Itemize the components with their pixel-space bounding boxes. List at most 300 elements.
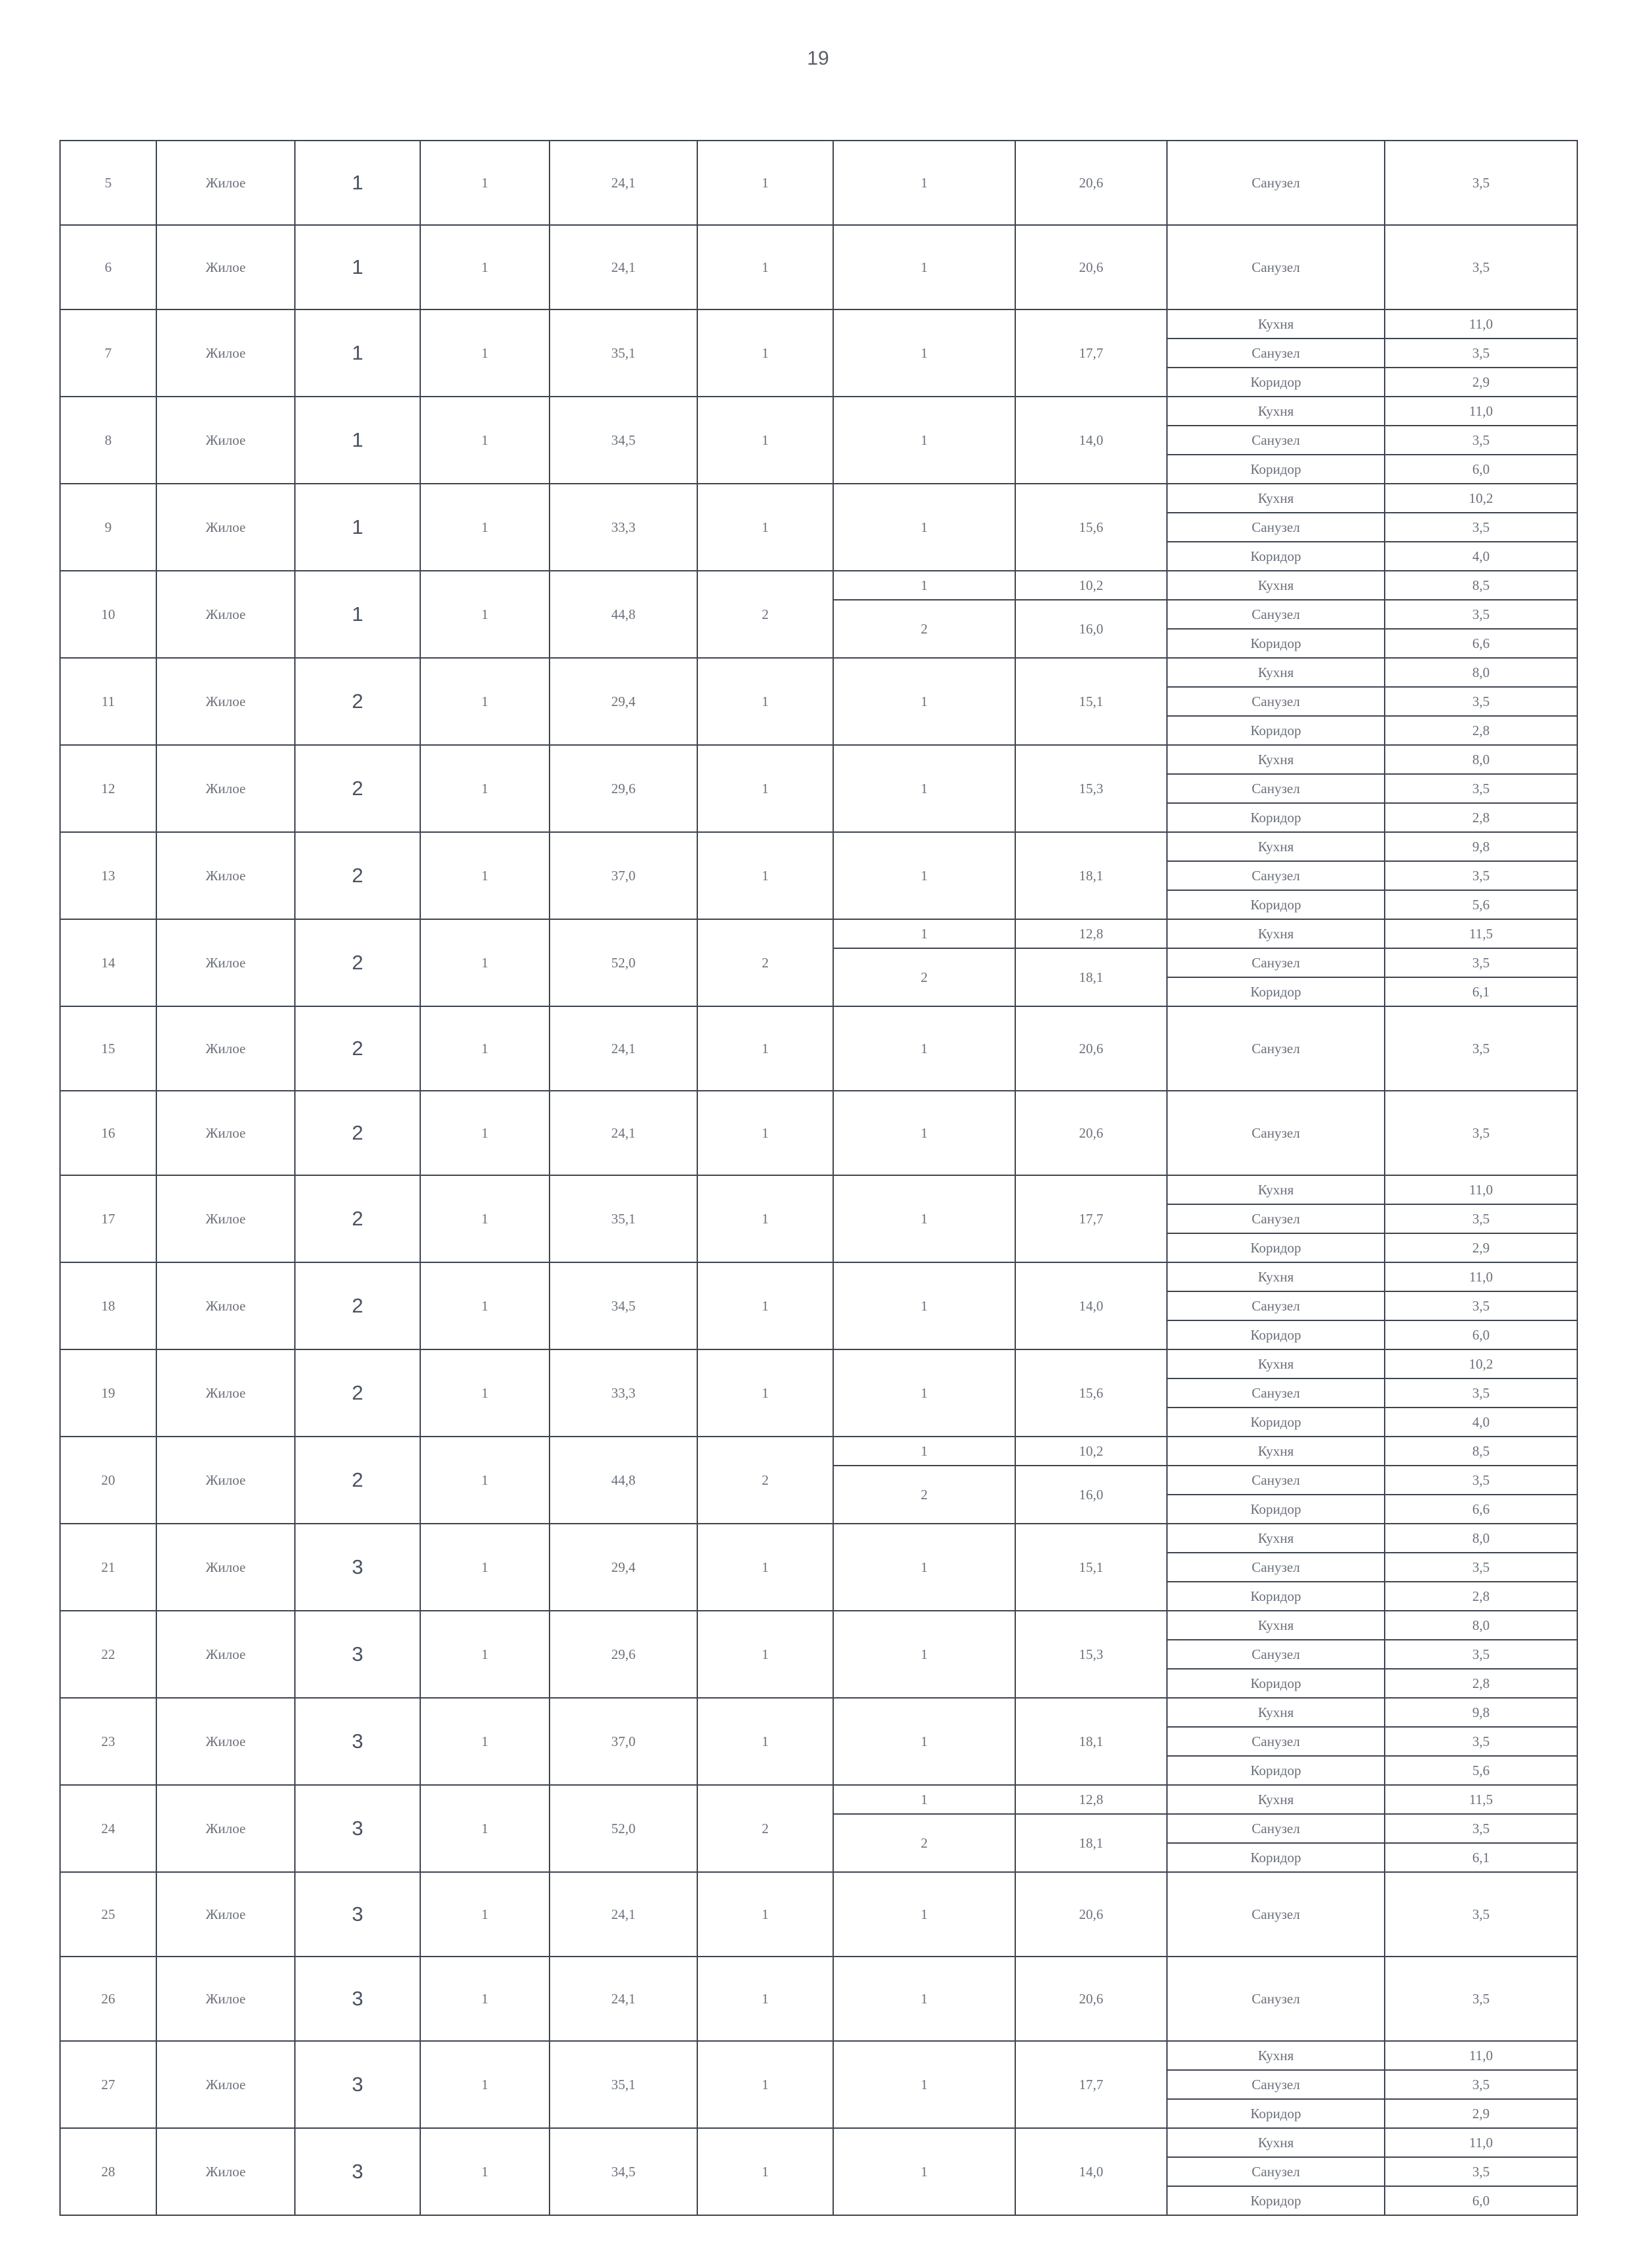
apartment-number-cell: 17: [60, 1175, 156, 1262]
table-row: [60, 571, 1577, 600]
room-area-cell: 18,1: [1015, 948, 1167, 1006]
aux-room-name-cell: Коридор: [1167, 803, 1385, 832]
rooms-count-cell: 1: [697, 2041, 833, 2128]
apartment-number-cell: 10: [60, 571, 156, 658]
floor-cell: 2: [295, 745, 420, 832]
total-area-cell: 33,3: [550, 484, 697, 571]
room-number-cell: 1: [833, 745, 1015, 832]
aux-room-area-cell: 3,5: [1385, 513, 1577, 542]
rooms-count-cell: 1: [697, 1006, 833, 1091]
table-row: [60, 1437, 1577, 1466]
rooms-count-cell: 1: [697, 1698, 833, 1785]
count-cell: 1: [420, 1872, 550, 1957]
table-row: [60, 1611, 1577, 1640]
room-number-cell: 1: [833, 1006, 1015, 1091]
room-area-cell: 10,2: [1015, 571, 1167, 600]
room-number-cell: 1: [833, 1611, 1015, 1698]
floor-cell: 3: [295, 1872, 420, 1957]
aux-room-name-cell: Санузел: [1167, 774, 1385, 803]
total-area-cell: 24,1: [550, 1091, 697, 1175]
apartment-type-cell: Жилое: [156, 225, 295, 309]
rooms-count-cell: 1: [697, 484, 833, 571]
apartment-number-cell: 16: [60, 1091, 156, 1175]
room-area-cell: 17,7: [1015, 1175, 1167, 1262]
rooms-count-cell: 1: [697, 1175, 833, 1262]
floor-cell: 3: [295, 1611, 420, 1698]
aux-room-name-cell: Кухня: [1167, 1698, 1385, 1727]
apartment-type-cell: Жилое: [156, 1698, 295, 1785]
aux-room-name-cell: Коридор: [1167, 1408, 1385, 1437]
aux-room-area-cell: 11,0: [1385, 397, 1577, 426]
aux-room-area-cell: 6,6: [1385, 629, 1577, 658]
aux-room-name-cell: Санузел: [1167, 2070, 1385, 2099]
table-row: [60, 1006, 1577, 1091]
floor-cell: 1: [295, 309, 420, 397]
room-number-cell: 2: [833, 1814, 1015, 1872]
table-row: [60, 309, 1577, 339]
count-cell: 1: [420, 1957, 550, 2041]
table-row: [60, 745, 1577, 774]
floor-cell: 1: [295, 141, 420, 225]
floor-cell: 2: [295, 1262, 420, 1349]
aux-room-area-cell: 6,1: [1385, 977, 1577, 1006]
table-row: [60, 832, 1577, 861]
aux-room-name-cell: Кухня: [1167, 2041, 1385, 2070]
apartment-number-cell: 19: [60, 1349, 156, 1437]
count-cell: 1: [420, 1175, 550, 1262]
count-cell: 1: [420, 1524, 550, 1611]
aux-room-name-cell: Коридор: [1167, 1582, 1385, 1611]
count-cell: 1: [420, 225, 550, 309]
aux-room-name-cell: Санузел: [1167, 1291, 1385, 1320]
aux-room-area-cell: 3,5: [1385, 2157, 1577, 2186]
aux-room-name-cell: Коридор: [1167, 977, 1385, 1006]
apartment-type-cell: Жилое: [156, 309, 295, 397]
room-area-cell: 20,6: [1015, 1091, 1167, 1175]
aux-room-name-cell: Коридор: [1167, 716, 1385, 745]
aux-room-name-cell: Кухня: [1167, 658, 1385, 687]
count-cell: 1: [420, 919, 550, 1006]
aux-room-name-cell: Коридор: [1167, 1756, 1385, 1785]
aux-room-area-cell: 8,5: [1385, 571, 1577, 600]
aux-room-area-cell: 6,0: [1385, 2186, 1577, 2215]
aux-room-name-cell: Кухня: [1167, 1785, 1385, 1814]
apartment-number-cell: 13: [60, 832, 156, 919]
room-number-cell: 1: [833, 2041, 1015, 2128]
floor-cell: 2: [295, 1091, 420, 1175]
floor-cell: 2: [295, 919, 420, 1006]
room-number-cell: 2: [833, 948, 1015, 1006]
apartment-number-cell: 20: [60, 1437, 156, 1524]
aux-room-name-cell: Кухня: [1167, 919, 1385, 948]
floor-cell: 3: [295, 1698, 420, 1785]
room-area-cell: 15,1: [1015, 1524, 1167, 1611]
aux-room-area-cell: 6,0: [1385, 455, 1577, 484]
room-number-cell: 1: [833, 1957, 1015, 2041]
table-row: [60, 1349, 1577, 1378]
aux-room-name-cell: Санузел: [1167, 141, 1385, 225]
count-cell: 1: [420, 397, 550, 484]
aux-room-area-cell: 3,5: [1385, 1006, 1577, 1091]
aux-room-area-cell: 2,9: [1385, 1233, 1577, 1262]
count-cell: 1: [420, 309, 550, 397]
aux-room-name-cell: Санузел: [1167, 1091, 1385, 1175]
aux-room-name-cell: Коридор: [1167, 629, 1385, 658]
table-row: [60, 919, 1577, 948]
apartment-type-cell: Жилое: [156, 1872, 295, 1957]
aux-room-area-cell: 3,5: [1385, 1466, 1577, 1495]
aux-room-area-cell: 5,6: [1385, 890, 1577, 919]
aux-room-area-cell: 3,5: [1385, 948, 1577, 977]
aux-room-area-cell: 3,5: [1385, 1814, 1577, 1843]
aux-room-name-cell: Кухня: [1167, 745, 1385, 774]
apartment-type-cell: Жилое: [156, 832, 295, 919]
room-number-cell: 1: [833, 1698, 1015, 1785]
apartment-number-cell: 5: [60, 141, 156, 225]
aux-room-name-cell: Санузел: [1167, 339, 1385, 368]
room-area-cell: 10,2: [1015, 1437, 1167, 1466]
aux-room-area-cell: 3,5: [1385, 861, 1577, 890]
aux-room-area-cell: 9,8: [1385, 1698, 1577, 1727]
aux-room-name-cell: Санузел: [1167, 1553, 1385, 1582]
aux-room-area-cell: 6,0: [1385, 1320, 1577, 1349]
floor-cell: 1: [295, 225, 420, 309]
total-area-cell: 24,1: [550, 1872, 697, 1957]
aux-room-area-cell: 3,5: [1385, 774, 1577, 803]
aux-room-area-cell: 9,8: [1385, 832, 1577, 861]
aux-room-name-cell: Кухня: [1167, 309, 1385, 339]
aux-room-name-cell: Санузел: [1167, 861, 1385, 890]
room-number-cell: 1: [833, 1872, 1015, 1957]
rooms-count-cell: 1: [697, 1349, 833, 1437]
table-row: [60, 1262, 1577, 1291]
aux-room-area-cell: 3,5: [1385, 2070, 1577, 2099]
count-cell: 1: [420, 571, 550, 658]
rooms-table-body: [60, 141, 1577, 2215]
table-row: [60, 2041, 1577, 2070]
room-area-cell: 12,8: [1015, 1785, 1167, 1814]
room-number-cell: 1: [833, 1785, 1015, 1814]
rooms-count-cell: 1: [697, 658, 833, 745]
room-area-cell: 15,6: [1015, 1349, 1167, 1437]
count-cell: 1: [420, 1091, 550, 1175]
total-area-cell: 34,5: [550, 397, 697, 484]
aux-room-area-cell: 3,5: [1385, 1204, 1577, 1233]
floor-cell: 3: [295, 1524, 420, 1611]
room-number-cell: 1: [833, 1437, 1015, 1466]
count-cell: 1: [420, 1349, 550, 1437]
aux-room-area-cell: 3,5: [1385, 225, 1577, 309]
rooms-count-cell: 1: [697, 1091, 833, 1175]
apartment-number-cell: 12: [60, 745, 156, 832]
apartment-type-cell: Жилое: [156, 919, 295, 1006]
total-area-cell: 35,1: [550, 2041, 697, 2128]
aux-room-area-cell: 11,0: [1385, 2041, 1577, 2070]
rooms-count-cell: 2: [697, 1437, 833, 1524]
aux-room-name-cell: Коридор: [1167, 542, 1385, 571]
apartment-type-cell: Жилое: [156, 1091, 295, 1175]
aux-room-area-cell: 3,5: [1385, 1378, 1577, 1408]
aux-room-name-cell: Кухня: [1167, 484, 1385, 513]
aux-room-name-cell: Кухня: [1167, 832, 1385, 861]
aux-room-area-cell: 2,8: [1385, 1582, 1577, 1611]
room-area-cell: 15,1: [1015, 658, 1167, 745]
aux-room-area-cell: 2,8: [1385, 803, 1577, 832]
floor-cell: 2: [295, 1175, 420, 1262]
apartment-type-cell: Жилое: [156, 397, 295, 484]
floor-cell: 2: [295, 1437, 420, 1524]
room-area-cell: 12,8: [1015, 919, 1167, 948]
aux-room-area-cell: 3,5: [1385, 1640, 1577, 1669]
apartment-type-cell: Жилое: [156, 1349, 295, 1437]
count-cell: 1: [420, 1006, 550, 1091]
apartment-type-cell: Жилое: [156, 1175, 295, 1262]
aux-room-area-cell: 10,2: [1385, 484, 1577, 513]
room-number-cell: 1: [833, 571, 1015, 600]
total-area-cell: 24,1: [550, 1006, 697, 1091]
aux-room-area-cell: 6,1: [1385, 1843, 1577, 1872]
table-row: [60, 1524, 1577, 1553]
aux-room-name-cell: Кухня: [1167, 1262, 1385, 1291]
rooms-count-cell: 1: [697, 745, 833, 832]
apartment-type-cell: Жилое: [156, 484, 295, 571]
rooms-count-cell: 2: [697, 919, 833, 1006]
rooms-count-cell: 1: [697, 2128, 833, 2215]
total-area-cell: 37,0: [550, 832, 697, 919]
room-area-cell: 14,0: [1015, 397, 1167, 484]
room-number-cell: 1: [833, 2128, 1015, 2215]
aux-room-area-cell: 3,5: [1385, 687, 1577, 716]
table-row: [60, 225, 1577, 309]
aux-room-area-cell: 3,5: [1385, 1091, 1577, 1175]
table-row: [60, 1872, 1577, 1957]
total-area-cell: 24,1: [550, 225, 697, 309]
aux-room-name-cell: Санузел: [1167, 1872, 1385, 1957]
rooms-count-cell: 1: [697, 1262, 833, 1349]
room-number-cell: 1: [833, 832, 1015, 919]
total-area-cell: 24,1: [550, 141, 697, 225]
floor-cell: 2: [295, 832, 420, 919]
room-area-cell: 15,3: [1015, 1611, 1167, 1698]
aux-room-area-cell: 3,5: [1385, 339, 1577, 368]
aux-room-name-cell: Санузел: [1167, 1640, 1385, 1669]
table-row: [60, 1698, 1577, 1727]
count-cell: 1: [420, 1785, 550, 1872]
aux-room-name-cell: Санузел: [1167, 948, 1385, 977]
room-number-cell: 2: [833, 1466, 1015, 1524]
page-number: 19: [807, 48, 829, 69]
aux-room-name-cell: Санузел: [1167, 1957, 1385, 2041]
apartment-number-cell: 9: [60, 484, 156, 571]
aux-room-area-cell: 4,0: [1385, 542, 1577, 571]
rooms-count-cell: 1: [697, 309, 833, 397]
room-number-cell: 1: [833, 309, 1015, 397]
aux-room-name-cell: Коридор: [1167, 2186, 1385, 2215]
aux-room-name-cell: Кухня: [1167, 397, 1385, 426]
aux-room-name-cell: Санузел: [1167, 1006, 1385, 1091]
aux-room-area-cell: 6,6: [1385, 1495, 1577, 1524]
total-area-cell: 52,0: [550, 1785, 697, 1872]
room-number-cell: 1: [833, 225, 1015, 309]
floor-cell: 1: [295, 571, 420, 658]
total-area-cell: 29,4: [550, 1524, 697, 1611]
aux-room-area-cell: 11,0: [1385, 309, 1577, 339]
aux-room-area-cell: 8,0: [1385, 658, 1577, 687]
aux-room-name-cell: Коридор: [1167, 890, 1385, 919]
aux-room-name-cell: Коридор: [1167, 455, 1385, 484]
aux-room-name-cell: Санузел: [1167, 1466, 1385, 1495]
total-area-cell: 52,0: [550, 919, 697, 1006]
room-area-cell: 18,1: [1015, 1814, 1167, 1872]
apartment-type-cell: Жилое: [156, 2128, 295, 2215]
rooms-count-cell: 1: [697, 1611, 833, 1698]
aux-room-area-cell: 8,0: [1385, 745, 1577, 774]
total-area-cell: 35,1: [550, 309, 697, 397]
room-area-cell: 20,6: [1015, 225, 1167, 309]
aux-room-name-cell: Санузел: [1167, 1814, 1385, 1843]
rooms-table: [59, 140, 1578, 2216]
aux-room-name-cell: Санузел: [1167, 2157, 1385, 2186]
apartment-type-cell: Жилое: [156, 1611, 295, 1698]
aux-room-name-cell: Коридор: [1167, 2099, 1385, 2128]
aux-room-area-cell: 3,5: [1385, 1957, 1577, 2041]
apartment-type-cell: Жилое: [156, 1437, 295, 1524]
apartment-type-cell: Жилое: [156, 658, 295, 745]
aux-room-area-cell: 2,9: [1385, 2099, 1577, 2128]
count-cell: 1: [420, 484, 550, 571]
aux-room-name-cell: Коридор: [1167, 1495, 1385, 1524]
total-area-cell: 29,6: [550, 1611, 697, 1698]
aux-room-name-cell: Санузел: [1167, 225, 1385, 309]
aux-room-area-cell: 11,5: [1385, 919, 1577, 948]
aux-room-name-cell: Санузел: [1167, 1204, 1385, 1233]
room-number-cell: 2: [833, 600, 1015, 658]
rooms-count-cell: 1: [697, 141, 833, 225]
aux-room-area-cell: 8,0: [1385, 1611, 1577, 1640]
apartment-number-cell: 7: [60, 309, 156, 397]
count-cell: 1: [420, 1698, 550, 1785]
room-area-cell: 20,6: [1015, 1957, 1167, 2041]
apartment-number-cell: 21: [60, 1524, 156, 1611]
count-cell: 1: [420, 832, 550, 919]
floor-cell: 1: [295, 397, 420, 484]
rooms-count-cell: 1: [697, 397, 833, 484]
apartment-number-cell: 18: [60, 1262, 156, 1349]
room-area-cell: 17,7: [1015, 2041, 1167, 2128]
aux-room-area-cell: 11,0: [1385, 1175, 1577, 1204]
apartment-number-cell: 8: [60, 397, 156, 484]
apartment-type-cell: Жилое: [156, 1262, 295, 1349]
aux-room-name-cell: Кухня: [1167, 1437, 1385, 1466]
total-area-cell: 34,5: [550, 2128, 697, 2215]
room-area-cell: 16,0: [1015, 1466, 1167, 1524]
aux-room-area-cell: 11,0: [1385, 2128, 1577, 2157]
aux-room-name-cell: Коридор: [1167, 1669, 1385, 1698]
apartment-number-cell: 24: [60, 1785, 156, 1872]
apartment-type-cell: Жилое: [156, 2041, 295, 2128]
table-row: [60, 397, 1577, 426]
apartment-type-cell: Жилое: [156, 1524, 295, 1611]
aux-room-area-cell: 3,5: [1385, 1291, 1577, 1320]
apartment-type-cell: Жилое: [156, 141, 295, 225]
count-cell: 1: [420, 1611, 550, 1698]
total-area-cell: 44,8: [550, 1437, 697, 1524]
aux-room-name-cell: Санузел: [1167, 1378, 1385, 1408]
aux-room-name-cell: Санузел: [1167, 426, 1385, 455]
floor-cell: 1: [295, 484, 420, 571]
room-number-cell: 1: [833, 658, 1015, 745]
aux-room-area-cell: 3,5: [1385, 426, 1577, 455]
aux-room-area-cell: 2,8: [1385, 716, 1577, 745]
aux-room-name-cell: Санузел: [1167, 1727, 1385, 1756]
room-area-cell: 14,0: [1015, 2128, 1167, 2215]
total-area-cell: 24,1: [550, 1957, 697, 2041]
aux-room-name-cell: Коридор: [1167, 1233, 1385, 1262]
table-row: [60, 141, 1577, 225]
room-area-cell: 20,6: [1015, 1006, 1167, 1091]
count-cell: 1: [420, 2041, 550, 2128]
rooms-count-cell: 1: [697, 225, 833, 309]
rooms-count-cell: 1: [697, 832, 833, 919]
room-area-cell: 20,6: [1015, 141, 1167, 225]
aux-room-name-cell: Кухня: [1167, 1524, 1385, 1553]
apartment-number-cell: 25: [60, 1872, 156, 1957]
floor-cell: 2: [295, 658, 420, 745]
aux-room-area-cell: 3,5: [1385, 1553, 1577, 1582]
rooms-count-cell: 2: [697, 571, 833, 658]
table-row: [60, 1957, 1577, 2041]
total-area-cell: 35,1: [550, 1175, 697, 1262]
aux-room-name-cell: Санузел: [1167, 513, 1385, 542]
count-cell: 1: [420, 1437, 550, 1524]
aux-room-area-cell: 8,0: [1385, 1524, 1577, 1553]
room-number-cell: 1: [833, 1524, 1015, 1611]
count-cell: 1: [420, 1262, 550, 1349]
aux-room-area-cell: 11,5: [1385, 1785, 1577, 1814]
floor-cell: 2: [295, 1349, 420, 1437]
apartment-type-cell: Жилое: [156, 1785, 295, 1872]
floor-cell: 3: [295, 2041, 420, 2128]
aux-room-name-cell: Санузел: [1167, 600, 1385, 629]
aux-room-area-cell: 2,8: [1385, 1669, 1577, 1698]
apartment-type-cell: Жилое: [156, 1006, 295, 1091]
room-area-cell: 18,1: [1015, 832, 1167, 919]
aux-room-area-cell: 5,6: [1385, 1756, 1577, 1785]
room-area-cell: 16,0: [1015, 600, 1167, 658]
apartment-type-cell: Жилое: [156, 745, 295, 832]
table-row: [60, 658, 1577, 687]
aux-room-area-cell: 11,0: [1385, 1262, 1577, 1291]
floor-cell: 3: [295, 2128, 420, 2215]
aux-room-name-cell: Кухня: [1167, 1349, 1385, 1378]
aux-room-area-cell: 3,5: [1385, 141, 1577, 225]
total-area-cell: 44,8: [550, 571, 697, 658]
total-area-cell: 29,6: [550, 745, 697, 832]
aux-room-area-cell: 3,5: [1385, 600, 1577, 629]
rooms-count-cell: 1: [697, 1872, 833, 1957]
floor-cell: 3: [295, 1785, 420, 1872]
apartment-number-cell: 27: [60, 2041, 156, 2128]
aux-room-name-cell: Кухня: [1167, 571, 1385, 600]
total-area-cell: 33,3: [550, 1349, 697, 1437]
room-number-cell: 1: [833, 141, 1015, 225]
room-number-cell: 1: [833, 1175, 1015, 1262]
room-number-cell: 1: [833, 919, 1015, 948]
apartment-number-cell: 6: [60, 225, 156, 309]
count-cell: 1: [420, 745, 550, 832]
room-area-cell: 15,6: [1015, 484, 1167, 571]
apartment-number-cell: 26: [60, 1957, 156, 2041]
